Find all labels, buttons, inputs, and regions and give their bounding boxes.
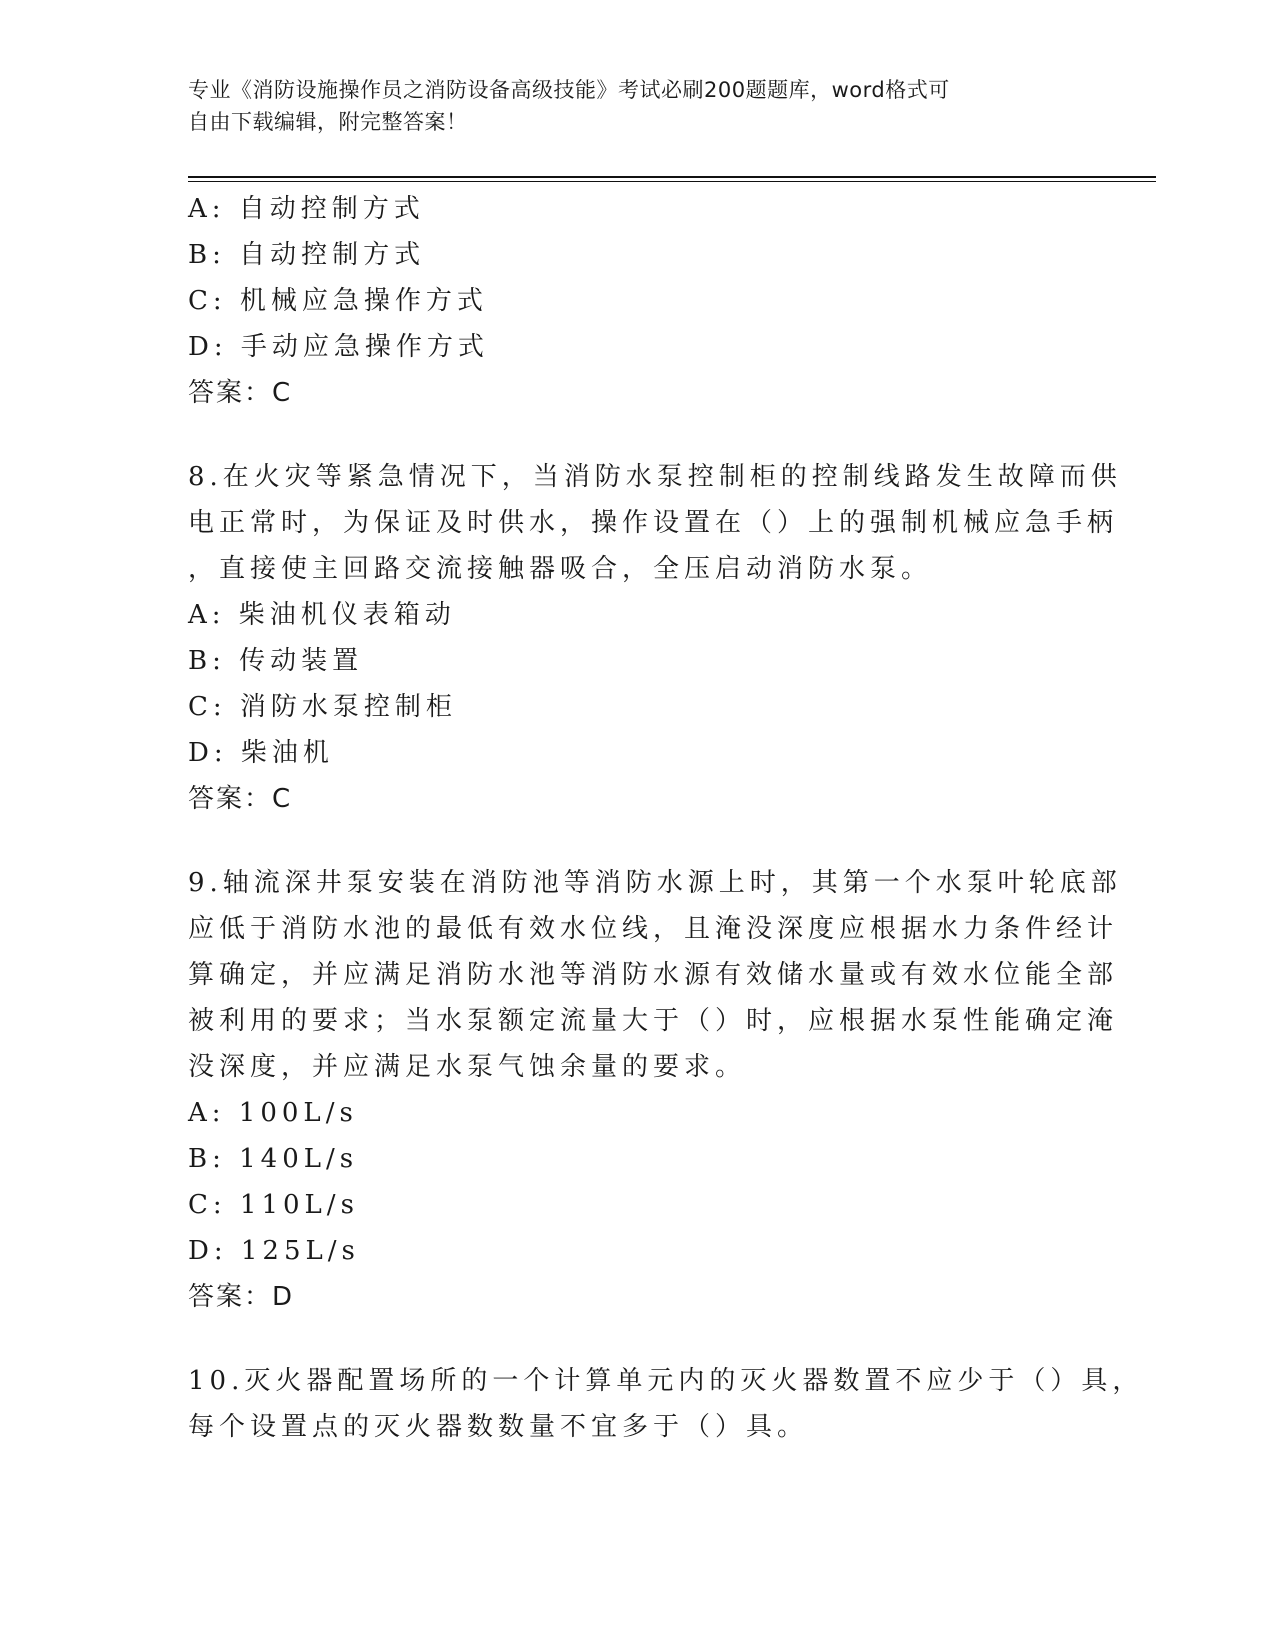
spacer [188,1320,1068,1358]
question-text-line: 应低于消防水池的最低有效水位线，且淹没深度应根据水力条件经计 [188,914,1119,944]
option-d: D: 柴油机 [188,738,334,768]
answer-line: 答案：C [188,378,293,408]
spacer [188,416,1068,454]
option-b: B: 自动控制方式 [188,240,426,270]
question-text-line: 被利用的要求；当水泵额定流量大于（）时，应根据水泵性能确定淹 [188,1006,1119,1036]
question-8 [188,454,1122,822]
option-a: A: 柴油机仪表箱动 [188,600,456,630]
document-header [188,74,1068,138]
question-9 [188,860,1122,1320]
question-text-line: 没深度，并应满足水泵气蚀余量的要求。 [188,1052,747,1082]
header-divider-thin [188,181,1156,182]
question-text-line: 8.在火灾等紧急情况下，当消防水泵控制柜的控制线路发生故障而供 [188,462,1122,492]
question-text-line: 9.轴流深井泵安装在消防池等消防水源上时，其第一个水泵叶轮底部 [188,868,1122,898]
answer-line: 答案：D [188,1282,295,1312]
option-a: A: 自动控制方式 [188,194,425,224]
question-text-line: ，直接使主回路交流接触器吸合，全压启动消防水泵。 [188,554,933,584]
question-10 [188,1358,1144,1450]
question-text-line: 10.灭火器配置场所的一个计算单元内的灭火器数置不应少于（）具， [188,1366,1144,1396]
question-text-line: 算确定，并应满足消防水池等消防水源有效储水量或有效水位能全部 [188,960,1119,990]
header-line-1: 专业《消防设施操作员之消防设备高级技能》考试必刷200题题库，word格式可 [188,78,950,102]
option-d: D: 手动应急操作方式 [188,332,489,362]
spacer [188,822,1068,860]
question-7 [188,186,1068,416]
option-a: A: 100L/s [188,1098,358,1128]
answer-line: 答案：C [188,784,293,814]
question-text-line: 每个设置点的灭火器数数量不宜多于（）具。 [188,1412,809,1442]
option-c: C: 消防水泵控制柜 [188,692,457,722]
option-c: C: 110L/s [188,1190,359,1220]
option-d: D: 125L/s [188,1236,360,1266]
question-list [188,186,1144,1450]
option-b: B: 140L/s [188,1144,359,1174]
question-text-line: 电正常时，为保证及时供水，操作设置在（）上的强制机械应急手柄 [188,508,1119,538]
header-line-2: 自由下载编辑，附完整答案！ [188,110,468,134]
option-b: B: 传动装置 [188,646,364,676]
header-divider-thick [188,176,1156,178]
option-c: C: 机械应急操作方式 [188,286,488,316]
